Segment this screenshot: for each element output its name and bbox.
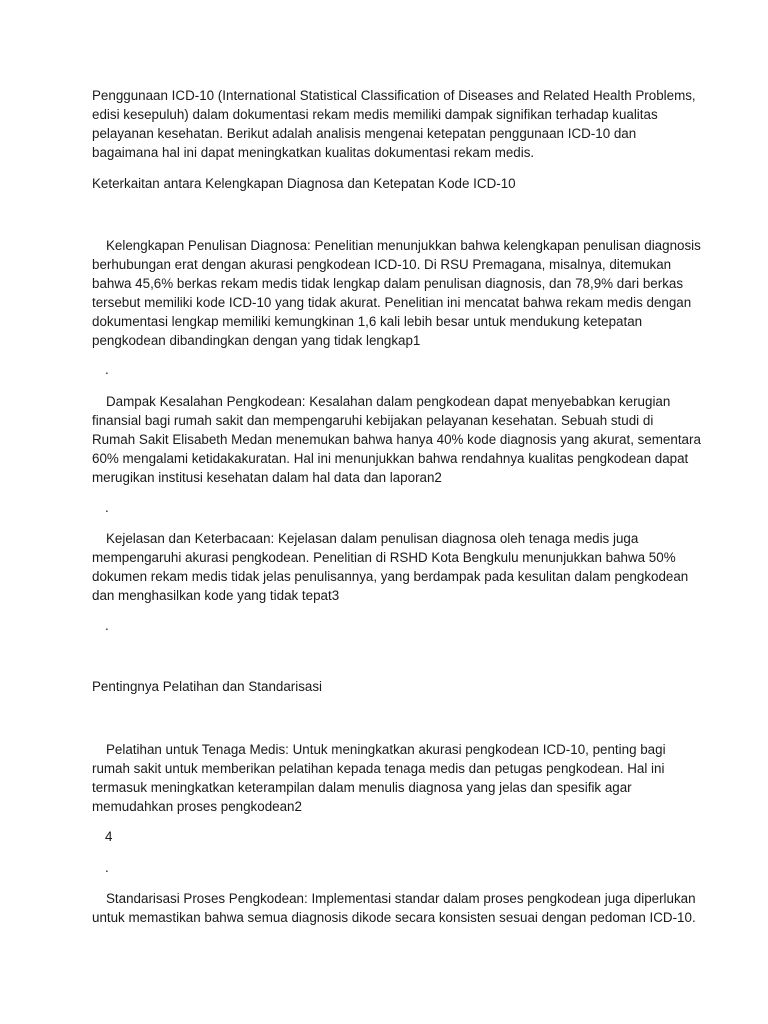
section-heading: Pentingnya Pelatihan dan Standarisasi [92,679,323,694]
section-heading: Keterkaitan antara Kelengkapan Diagnosa dan Ketepatan Kode ICD-10 [92,176,516,191]
text-line: 60% mengalami ketidakakuratan. Hal ini menunjukkan bahwa rendahnya kualitas pengkodean dapat [92,451,689,466]
text-line: Kejelasan dan Keterbacaan: Kejelasan dalam penulisan diagnosa oleh tenaga medis juga [106,531,639,546]
text-line: dan menghasilkan kode yang tidak tepat3 [92,588,340,603]
text-line: finansial bagi rumah sakit dan mempengaruhi kebijakan pelayanan kesehatan. Sebuah studi di [92,413,654,428]
text-line: Penggunaan ICD-10 (International Statistical Classification of Diseases and Related Health Problems, [92,88,696,103]
paragraph-pelatihan [92,740,682,816]
reference-number: 4 [105,829,113,844]
text-line: bagaimana hal ini dapat meningkatkan kualitas dokumentasi rekam medis. [92,145,535,160]
text-line: merugikan institusi kesehatan dalam hal data dan laporan2 [92,470,442,485]
text-line: rumah sakit untuk memberikan pelatihan kepada tenaga medis dan petugas pengkodean. Hal ini [92,761,665,776]
text-line: Standarisasi Proses Pengkodean: Implementasi standar dalam proses pengkodean juga diperlukan [106,891,696,906]
list-marker: . [105,618,109,633]
text-line: Rumah Sakit Elisabeth Medan menemukan bahwa hanya 40% kode diagnosis yang akurat, sementara [92,432,701,447]
list-marker: . [105,362,109,377]
text-line: termasuk meningkatkan keterampilan dalam menulis diagnosa yang jelas dan spesifik agar [92,780,632,795]
list-marker: . [105,860,109,875]
text-line: mempengaruhi akurasi pengkodean. Penelitian di RSHD Kota Bengkulu menunjukkan bahwa 50% [92,550,676,565]
paragraph-kelengkapan [92,236,701,350]
paragraph-dampak [92,392,701,487]
text-line: tersebut memiliki kode ICD-10 yang tidak akurat. Penelitian ini mencatat bahwa rekam medis dengan [92,295,692,310]
text-line: Dampak Kesalahan Pengkodean: Kesalahan dalam pengkodean dapat menyebabkan kerugian [106,394,671,409]
text-line: Kelengkapan Penulisan Diagnosa: Penelitian menunjukkan bahwa kelengkapan penulisan diagnosis [106,238,701,253]
list-marker: . [105,500,109,515]
text-line: pengkodean dibandingkan dengan yang tidak lengkap1 [92,333,421,348]
text-line: Pelatihan untuk Tenaga Medis: Untuk meningkatkan akurasi pengkodean ICD-10, penting bagi [106,742,666,757]
text-line: bahwa 45,6% berkas rekam medis tidak lengkap dalam penulisan diagnosis, dan 78,9% dari berkas [92,276,684,291]
text-line: memudahkan proses pengkodean2 [92,799,302,814]
text-line: dokumen rekam medis tidak jelas penulisannya, yang berdampak pada kesulitan dalam pengkodean [92,569,689,584]
text-line: edisi kesepuluh) dalam dokumentasi rekam medis memiliki dampak signifikan terhadap kualitas [92,107,658,122]
intro-paragraph [92,86,696,162]
paragraph-kejelasan [92,529,689,605]
text-line: pelayanan kesehatan. Berikut adalah analisis mengenai ketepatan penggunaan ICD-10 dan [92,126,637,141]
text-line: berhubungan erat dengan akurasi pengkodean ICD-10. Di RSU Premagana, misalnya, ditemukan [92,257,672,272]
paragraph-standarisasi [92,889,696,927]
text-line: untuk memastikan bahwa semua diagnosis dikode secara konsisten sesuai dengan pedoman ICD-10. [92,910,696,925]
text-line: dokumentasi lengkap memiliki kemungkinan 1,6 kali lebih besar untuk mendukung ketepatan [92,314,643,329]
